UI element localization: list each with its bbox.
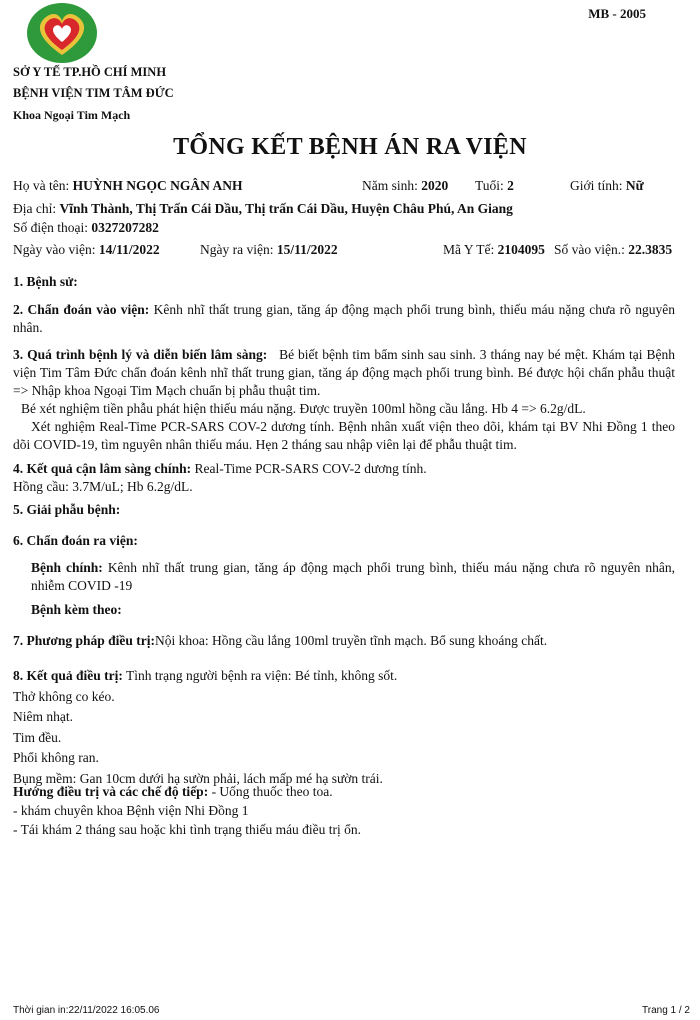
address-field: Địa chỉ: Vĩnh Thành, Thị Trấn Cái Dầu, Thị trấn Cái Dầu, Huyện Châu Phú, An Giang [13, 201, 513, 216]
hospital-logo-icon [26, 2, 98, 64]
sex-field: Giới tính: Nữ [570, 178, 644, 193]
followup-line: - Tái khám 2 tháng sau hoặc khi tình trạng thiếu máu điều trị ổn. [13, 822, 362, 837]
medical-code-field: Mã Y Tế: 2104095 [443, 242, 545, 257]
age: 2 [507, 178, 514, 193]
sex: Nữ [625, 178, 644, 193]
clinical-course-p3: Xét nghiệm Real-Time PCR-SARS COV-2 dương tính. Bệnh nhân xuất viện theo dõi, khám tại BV Nhi Đồng 1 theo dõi COVID-19, tìm nguyên nhân thiếu máu. Hẹn 2 tháng sau nhập viên lại để phẫu thuật tim. [13, 419, 675, 452]
result-line: Bụng mềm: Gan 10cm dưới hạ sườn phải, lách mấp mé hạ sườn trái. [13, 770, 383, 786]
form-code: MB - 2005 [588, 6, 646, 21]
section-treatment-method: 7. Phương pháp điều trị:Nội khoa: Hồng cầu lắng 100ml truyền tĩnh mạch. Bổ sung khoáng chất. [13, 633, 548, 648]
result-line: Phổi không ran. [13, 750, 99, 765]
section-medical-history: 1. Bệnh sử: [13, 274, 78, 289]
result-line: Thở không co kéo. [13, 688, 115, 704]
department-name: Khoa Ngoại Tim Mạch [13, 108, 131, 122]
age-field: Tuổi: 2 [475, 178, 514, 193]
phone: 0327207282 [91, 220, 159, 235]
clinical-course-p1: 3. Quá trình bệnh lý và diễn biến lâm sàng: Bé biết bệnh tim bẩm sinh sau sinh. 3 tháng nay bé mệt. Khám tại Bệnh viện Tim Tâm Đức chẩn đoán kênh nhĩ thất trung gian, tăng áp động mạch phổi trung bình. Bé được hội chẩn phẫu thuật => Nhập khoa Ngoại Tim Mạch chuẩn bị phẫu thuật tim. [13, 347, 675, 398]
patient-name-field: Họ và tên: HUỲNH NGỌC NGÂN ANH [13, 178, 243, 193]
section-lab-results: 4. Kết quả cận lâm sàng chính: Real-Time PCR-SARS COV-2 dương tính. Hồng cầu: 3.7M/uL; Hb 6.2g/dL. [13, 460, 675, 496]
admission-date-field: Ngày vào viện: 14/11/2022 [13, 242, 160, 257]
clinical-course-p2: Bé xét nghiệm tiền phẫu phát hiện thiếu máu nặng. Được truyền 100ml hồng cầu lắng. Hb 4 => 6.2g/dL. [21, 401, 586, 416]
section-admission-diagnosis: 2. Chẩn đoán vào viện: Kênh nhĩ thất trung gian, tăng áp động mạch phổi trung bình, thiếu máu nặng chưa rõ nguyên nhân. [13, 302, 676, 335]
record-number-field: Số vào viện.: 22.3835 [554, 242, 673, 257]
hospital-name: BỆNH VIỆN TIM TÂM ĐỨC [13, 86, 174, 100]
phone-field: Số điện thoại: 0327207282 [13, 220, 159, 235]
address: Vĩnh Thành, Thị Trấn Cái Dầu, Thị trấn Cái Dầu, Huyện Châu Phú, An Giang [59, 201, 513, 216]
birth-year: 2020 [421, 178, 449, 193]
secondary-diagnosis: Bệnh kèm theo: [31, 602, 122, 617]
record-number: 22.3835 [628, 242, 673, 257]
print-time: Thời gian in:22/11/2022 16:05.06 [13, 1005, 160, 1016]
result-line: Niêm nhạt. [13, 709, 73, 724]
discharge-date: 15/11/2022 [276, 242, 338, 257]
section-discharge-diagnosis: 6. Chẩn đoán ra viện: [13, 533, 138, 548]
page-number: Trang 1 / 2 [642, 1005, 690, 1016]
document-title: TỔNG KẾT BỆNH ÁN RA VIỆN [173, 134, 527, 160]
birth-year-field: Năm sinh: 2020 [362, 178, 449, 193]
discharge-date-field: Ngày ra viện: 15/11/2022 [200, 242, 338, 257]
patient-name: HUỲNH NGỌC NGÂN ANH [72, 178, 243, 193]
section-clinical-course [13, 346, 675, 454]
admission-date: 14/11/2022 [98, 242, 160, 257]
section-followup: Hướng điều trị và các chế độ tiếp: - Uống thuốc theo toa. - khám chuyên khoa Bệnh viện Nhi Đồng 1 - Tái khám 2 tháng sau hoặc khi tình trạng thiếu máu điều trị ổn. [13, 782, 675, 839]
department-of-health: SỞ Y TẾ TP.HỒ CHÍ MINH [13, 65, 167, 79]
result-line: Tim đều. [13, 729, 62, 745]
followup-line: - khám chuyên khoa Bệnh viện Nhi Đồng 1 [13, 803, 249, 818]
section-treatment-result: 8. Kết quả điều trị: Tình trạng người bệnh ra viện: Bé tỉnh, không sốt. Thở không co kéo. Niêm nhạt. Tim đều. Phổi không ran. Bụng mềm: Gan 10cm dưới hạ sườn phải, lách mấp mé hạ sườn trái. [13, 666, 675, 789]
lab-results-line2: Hồng cầu: 3.7M/uL; Hb 6.2g/dL. [13, 479, 193, 494]
medical-code: 2104095 [497, 242, 545, 257]
section-pathology: 5. Giải phẫu bệnh: [13, 502, 121, 517]
main-diagnosis: Bệnh chính: Kênh nhĩ thất trung gian, tăng áp động mạch phổi trung bình, thiếu máu nặng chưa rõ nguyên nhân, nhiễm COVID -19 [31, 560, 676, 593]
